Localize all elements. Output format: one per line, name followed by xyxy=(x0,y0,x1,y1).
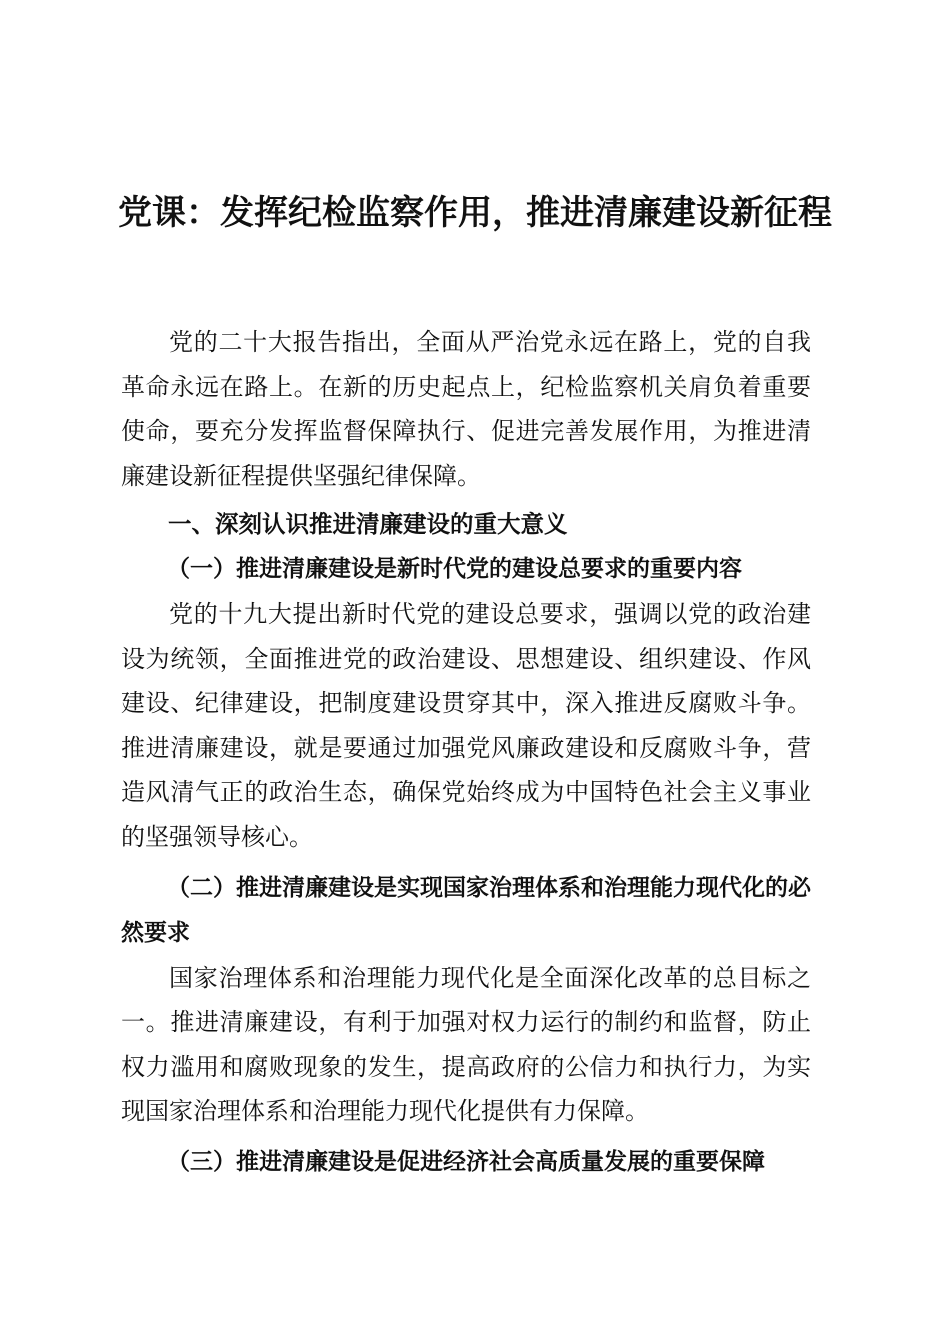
subsection-heading-2: （二）推进清廉建设是实现国家治理体系和治理能力现代化的必然要求 xyxy=(121,874,811,946)
subsection-paragraph-2: 国家治理体系和治理能力现代化是全面深化改革的总目标之一。推进清廉建设，有利于加强对权力运行的制约和监督，防止权力滥用和腐败现象的发生，提高政府的公信力和执行力，为实现国家治理体系和治理能力现代化提供有力保障。 xyxy=(121,963,811,1126)
intro-paragraph: 党的二十大报告指出，全面从严治党永远在路上，党的自我革命永远在路上。在新的历史起点上，纪检监察机关肩负着重要使命，要充分发挥监督保障执行、促进完善发展作用，为推进清廉建设新征程提供坚强纪律保障。 xyxy=(121,328,811,490)
document-body xyxy=(121,320,811,1185)
subsection-heading-1: （一）推进清廉建设是新时代党的建设总要求的重要内容 xyxy=(167,555,742,582)
section-heading: 一、深刻认识推进清廉建设的重大意义 xyxy=(168,510,568,539)
document-title: 党课：发挥纪检监察作用，推进清廉建设新征程 xyxy=(118,193,832,233)
subsection-heading-3: （三）推进清廉建设是促进经济社会高质量发展的重要保障 xyxy=(167,1148,765,1175)
subsection-paragraph-1: 党的十九大提出新时代党的建设总要求，强调以党的政治建设为统领，全面推进党的政治建设、思想建设、组织建设、作风建设、纪律建设，把制度建设贯穿其中，深入推进反腐败斗争。推进清廉建设，就是要通过加强党风廉政建设和反腐败斗争，营造风清气正的政治生态，确保党始终成为中国特色社会主义事业的坚强领导核心。 xyxy=(121,599,811,851)
